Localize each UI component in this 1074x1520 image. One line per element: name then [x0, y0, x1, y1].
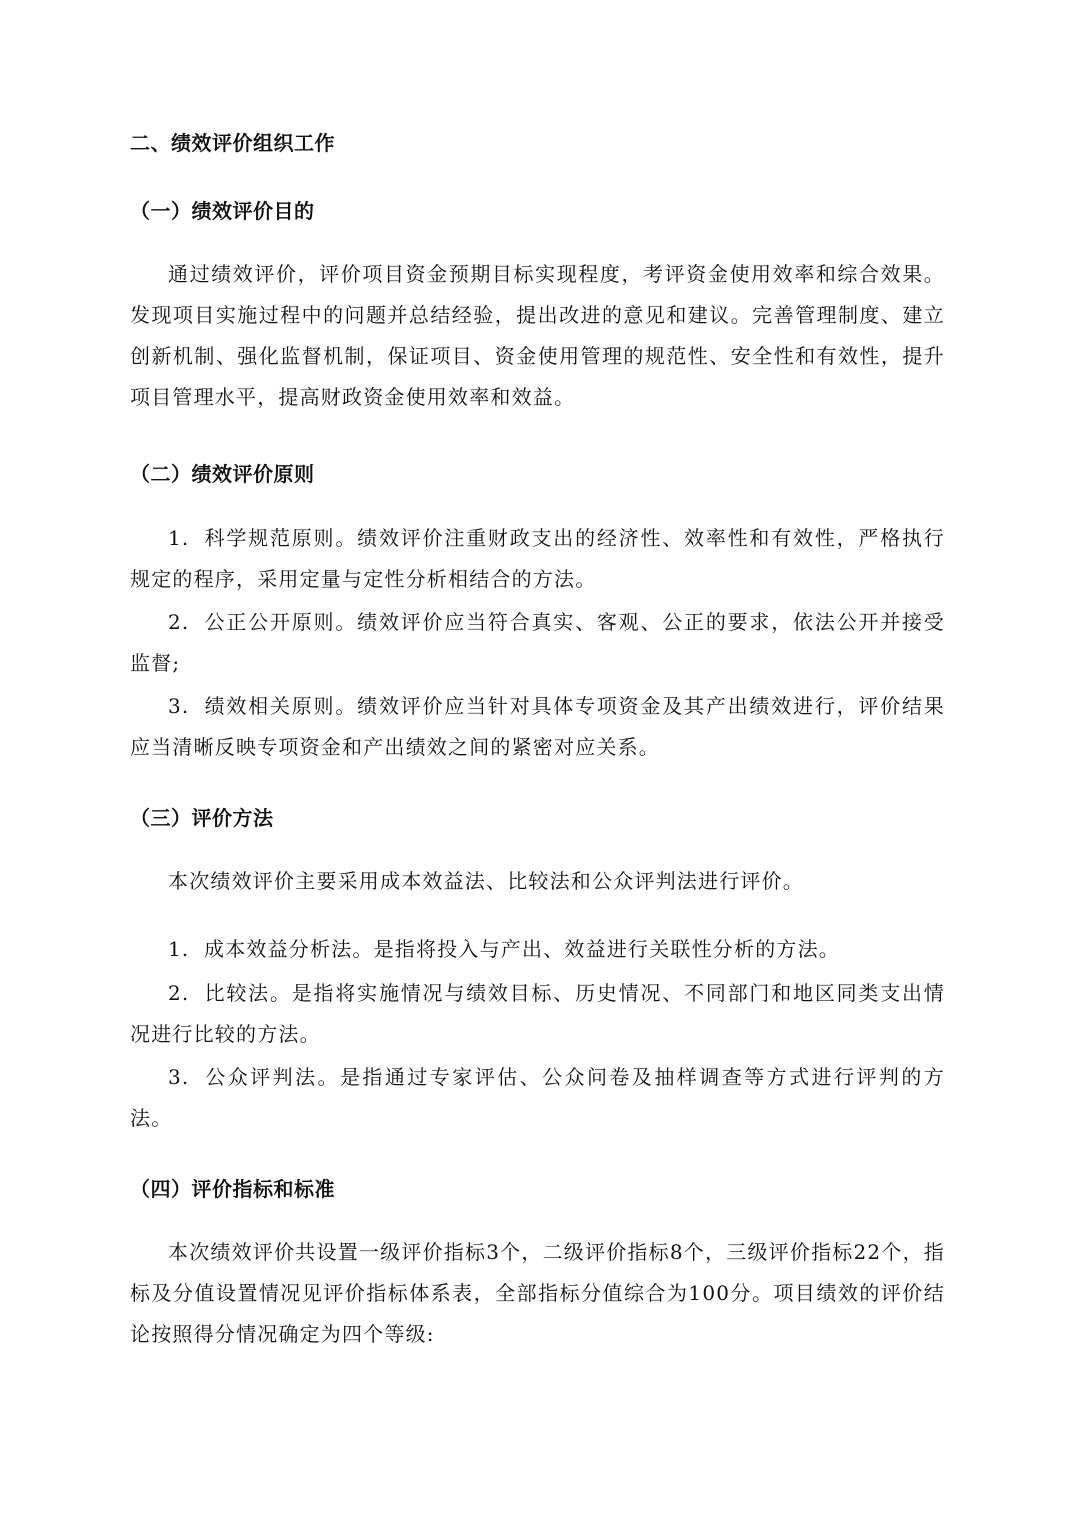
- sub4-heading: （四）评价指标和标准: [130, 1177, 335, 1201]
- method-item-1-number: 1.: [168, 937, 190, 961]
- principle-item-2: [130, 602, 945, 684]
- principle-item-3-number: 3.: [168, 694, 190, 718]
- method-item-1-text: 成本效益分析法。是指将投入与产出、效益进行关联性分析的方法。: [204, 937, 840, 961]
- sub4-paragraph: 本次绩效评价共设置一级评价指标3个，二级评价指标8个，三级评价指标22个，指标及分值设置情况见评价指标体系表，全部指标分值综合为100分。项目绩效的评价结论按照得分情况确定为四个等级:: [130, 1240, 945, 1346]
- method-item-3: [130, 1057, 945, 1139]
- method-item-3-text: 公众评判法。是指通过专家评估、公众问卷及抽样调查等方式进行评判的方法。: [130, 1065, 945, 1130]
- principle-item-1: [130, 518, 945, 600]
- section-title: 二、绩效评价组织工作: [130, 131, 335, 155]
- sub2-heading: （二）绩效评价原则: [130, 462, 315, 486]
- principle-item-3-text: 绩效相关原则。绩效评价应当针对具体专项资金及其产出绩效进行，评价结果应当清晰反映专项资金和产出绩效之间的紧密对应关系。: [130, 694, 945, 759]
- principle-item-2-text: 公正公开原则。绩效评价应当符合真实、客观、公正的要求，依法公开并接受监督;: [130, 610, 945, 675]
- method-item-2-text: 比较法。是指将实施情况与绩效目标、历史情况、不同部门和地区同类支出情况进行比较的方法。: [130, 981, 945, 1046]
- principle-item-2-number: 2.: [168, 610, 190, 634]
- sub1-heading: （一）绩效评价目的: [130, 199, 315, 223]
- sub3-heading: （三）评价方法: [130, 806, 274, 830]
- method-item-1: [130, 929, 945, 970]
- principle-item-1-text: 科学规范原则。绩效评价注重财政支出的经济性、效率性和有效性，严格执行规定的程序，采用定量与定性分析相结合的方法。: [130, 526, 945, 591]
- sub3-paragraph: 本次绩效评价主要采用成本效益法、比较法和公众评判法进行评价。: [168, 869, 804, 893]
- sub1-paragraph: 通过绩效评价，评价项目资金预期目标实现程度，考评资金使用效率和综合效果。发现项目实施过程中的问题并总结经验，提出改进的意见和建议。完善管理制度、建立创新机制、强化监督机制，保证项目、资金使用管理的规范性、安全性和有效性，提升项目管理水平，提高财政资金使用效率和效益。: [130, 262, 945, 409]
- method-item-2: [130, 973, 945, 1055]
- principle-item-3: [130, 686, 945, 768]
- method-item-3-number: 3.: [168, 1065, 190, 1089]
- principle-item-1-number: 1.: [168, 526, 190, 550]
- method-item-2-number: 2.: [168, 981, 190, 1005]
